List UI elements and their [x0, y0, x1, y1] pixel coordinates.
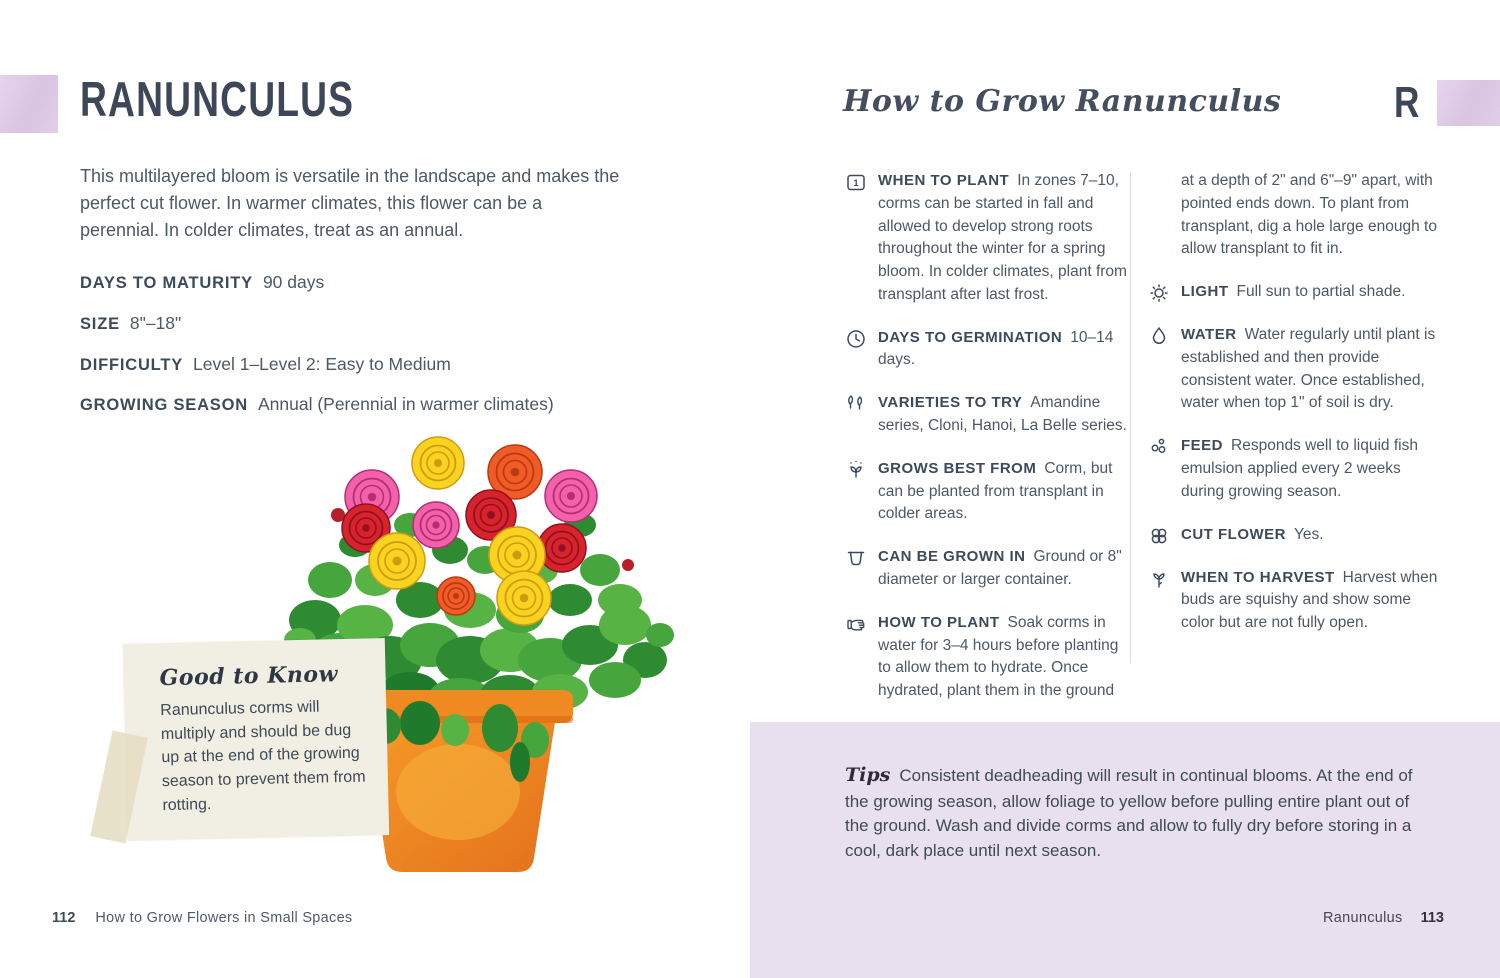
item-when-to-harvest: WHEN TO HARVEST Harvest when buds are squishy and show some color but are not fully open.	[1148, 567, 1440, 635]
sprout-icon	[845, 458, 869, 526]
glove-icon	[845, 612, 869, 703]
sun-icon	[1148, 281, 1172, 304]
item-days-to-germination: DAYS TO GERMINATION 10–14 days.	[845, 327, 1132, 373]
section-letter: R	[1394, 78, 1420, 127]
stat-growing-season: GROWING SEASON Annual (Perennial in warmer climates)	[80, 394, 554, 415]
grow-column-2	[1148, 170, 1440, 655]
calendar-icon	[845, 170, 869, 307]
pot-icon	[845, 546, 869, 592]
item-when-to-plant: 1 WHEN TO PLANT In zones 7–10, corms can be started in fall and allowed to develop strong roots throughout the winter for a spring bloom. In colder climates, plant from transplant after last frost.	[845, 170, 1132, 307]
item-water: WATER Water regularly until plant is established and then provide consistent water. Once established, water when top 1" of soil is dry.	[1148, 324, 1440, 415]
good-to-know-card	[123, 638, 389, 841]
leaves-icon	[845, 392, 869, 438]
book-title: How to Grow Flowers in Small Spaces	[95, 910, 353, 926]
left-page-number: 112	[52, 910, 76, 926]
good-to-know-text: Ranunculus corms will multiply and should be dug up at the end of the growing season to prevent them from rotting.	[160, 698, 366, 814]
column-divider	[1130, 173, 1131, 663]
svg-text:1: 1	[853, 178, 859, 188]
plant-stats	[80, 272, 640, 435]
intro-paragraph: This multilayered bloom is versatile in the landscape and makes the perfect cut flower. In warmer climates, this flower can be a perennial. In colder climates, treat as an annual.	[80, 166, 620, 240]
item-how-to-plant-continued: at a depth of 2" and 6"–9" apart, with pointed ends down. To plant from transplant, dig a hole large enough to allow transplant to fit in.	[1181, 172, 1437, 258]
stat-days-to-maturity: DAYS TO MATURITY 90 days	[80, 272, 325, 292]
clock-icon	[845, 327, 869, 373]
right-page-footer	[1323, 910, 1444, 926]
tips-box	[750, 722, 1500, 978]
item-grows-best-from: GROWS BEST FROM Corm, but can be planted from transplant in colder areas.	[845, 458, 1132, 526]
pellets-icon	[1148, 435, 1172, 503]
stat-size: SIZE 8"–18"	[80, 312, 182, 333]
watercolor-swatch-right	[1437, 80, 1500, 126]
harvest-icon	[1148, 567, 1172, 635]
item-cut-flower: CUT FLOWER Yes.	[1148, 524, 1440, 547]
item-varieties-to-try: VARIETIES TO TRY Amandine series, Cloni, Hanoi, La Belle series.	[845, 392, 1132, 438]
item-feed: FEED Responds well to liquid fish emulsion applied every 2 weeks during growing season.	[1148, 435, 1440, 503]
watercolor-swatch-left	[0, 75, 58, 133]
item-how-to-plant: HOW TO PLANT Soak corms in water for 3–4 hours before planting to allow them to hydrate. Once hydrated, plant them in the ground	[845, 612, 1132, 703]
tips-label: Tips	[845, 764, 891, 786]
good-to-know-title: Good to Know	[159, 661, 339, 692]
droplet-icon	[1148, 324, 1172, 415]
item-can-be-grown-in: CAN BE GROWN IN Ground or 8" diameter or larger container.	[845, 546, 1132, 592]
stat-difficulty: DIFFICULTY Level 1–Level 2: Easy to Medium	[80, 353, 451, 374]
tips-text: Tips Consistent deadheading will result in continual blooms. At the end of the growing season, allow foliage to yellow before pulling entire plant out of the ground. Wash and divide corms and allow to fully dry before storing in a cool, dark place until next season.	[845, 764, 1413, 860]
flower-icon	[1148, 524, 1172, 547]
right-page-number: 113	[1420, 910, 1444, 926]
item-light: LIGHT Full sun to partial shade.	[1148, 281, 1440, 304]
left-page-footer	[52, 910, 352, 926]
grow-column-1	[845, 170, 1132, 723]
chapter-name: Ranunculus	[1323, 910, 1403, 926]
how-to-grow-heading: How to Grow Ranunculus	[843, 84, 1282, 119]
page-title: RANUNCULUS	[80, 73, 355, 127]
